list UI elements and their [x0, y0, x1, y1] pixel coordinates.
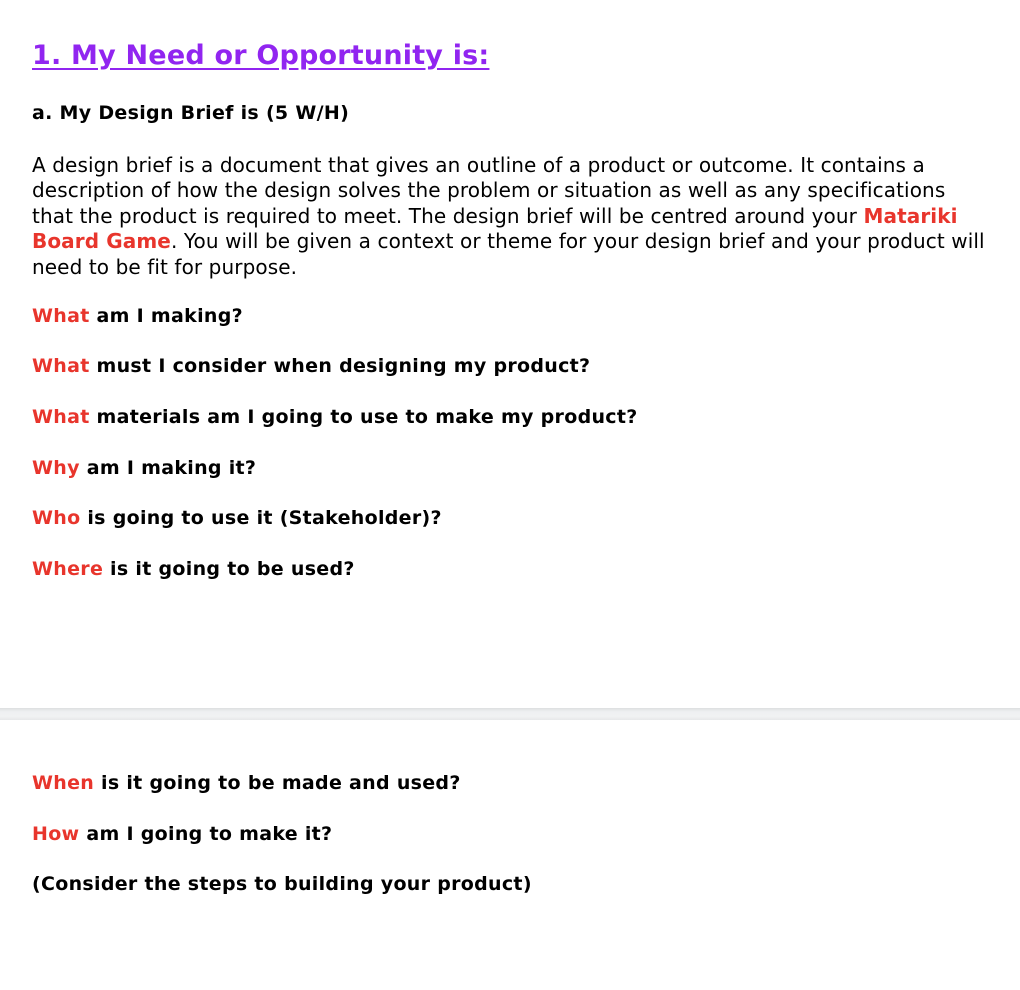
- question-keyword: Where: [32, 558, 104, 580]
- consider-steps-note: (Consider the steps to building your product): [32, 873, 532, 895]
- question-text: must I consider when designing my product?: [89, 355, 591, 377]
- document-page-2: [0, 720, 1020, 990]
- question-keyword: When: [32, 772, 95, 794]
- question-text: am I making?: [89, 305, 243, 327]
- intro-text-before: A design brief is a document that gives an outline of a product or outcome. It contains a description of how the design solves the problem or situation as well as any specifications that the product is required to meet. The design brief will be centred around your: [32, 153, 946, 228]
- question-keyword: What: [32, 355, 90, 377]
- question-keyword: What: [32, 406, 90, 428]
- question-what-consider: [32, 355, 590, 377]
- question-text: materials am I going to use to make my product?: [89, 406, 638, 428]
- question-what-materials: [32, 406, 638, 428]
- question-keyword: How: [32, 823, 80, 845]
- intro-highlight: Matariki Board Game: [32, 203, 958, 254]
- section-title: 1. My Need or Opportunity is:: [32, 40, 490, 71]
- question-who: [32, 507, 442, 529]
- question-when: [32, 772, 461, 794]
- question-where: [32, 558, 355, 580]
- question-why: [32, 457, 256, 479]
- question-text: am I making it?: [79, 457, 257, 479]
- question-text: is going to use it (Stakeholder)?: [80, 507, 442, 529]
- question-keyword: Who: [32, 507, 81, 529]
- intro-paragraph: [32, 153, 992, 280]
- intro-text-after: . You will be given a context or theme for your design brief and your product will need to be fit for purpose.: [32, 229, 985, 279]
- question-how: [32, 823, 332, 845]
- design-brief-subtitle: a. My Design Brief is (5 W/H): [32, 102, 350, 124]
- question-text: is it going to be used?: [103, 558, 355, 580]
- question-text: is it going to be made and used?: [94, 772, 461, 794]
- question-keyword: Why: [32, 457, 80, 479]
- question-what-making: [32, 305, 243, 327]
- question-keyword: What: [32, 305, 90, 327]
- page-break-divider: [0, 708, 1020, 720]
- question-text: am I going to make it?: [79, 823, 333, 845]
